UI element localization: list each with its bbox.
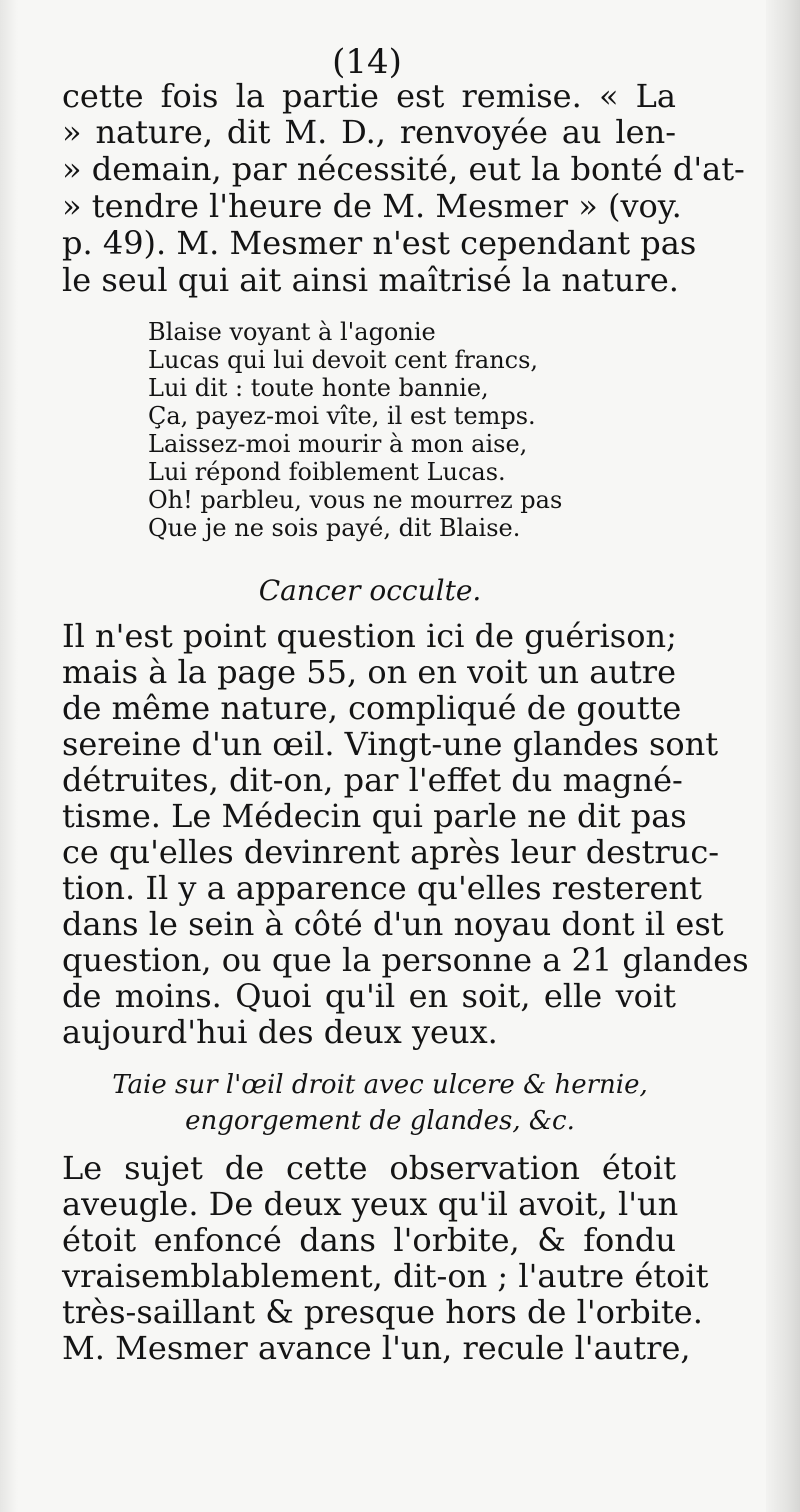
page-edge-shadow: [766, 0, 800, 1512]
text-line: tisme. Le Médecin qui parle ne dit pas: [62, 797, 687, 835]
text-line: détruites, dit-on, par l'effet du magné-: [62, 761, 683, 799]
verse-line: Oh! parbleu, vous ne mourrez pas: [148, 486, 563, 514]
section-heading: engorgement de glandes, &c.: [185, 1106, 575, 1136]
text-line: cette fois la partie est remise. « La: [62, 77, 676, 115]
text-line: sereine d'un œil. Vingt-une glandes sont: [62, 725, 719, 763]
text-line: » nature, dit M. D., renvoyée au len-: [62, 113, 676, 151]
verse-line: Lui dit : toute honte bannie,: [148, 374, 489, 402]
text-line: le seul qui ait ainsi maîtrisé la nature.: [62, 261, 679, 299]
verse-line: Lucas qui lui devoit cent francs,: [148, 346, 539, 374]
text-line: mais à la page 55, on en voit un autre: [62, 653, 676, 691]
text-line: p. 49). M. Mesmer n'est cependant pas: [62, 224, 697, 262]
text-line: » demain, par nécessité, eut la bonté d'at-: [62, 150, 745, 188]
verse-line: Blaise voyant à l'agonie: [148, 318, 436, 346]
text-line: tion. Il y a apparence qu'elles resterent: [62, 869, 702, 907]
text-line: » tendre l'heure de M. Mesmer » (voy.: [62, 187, 682, 225]
text-line: aveugle. De deux yeux qu'il avoit, l'un: [62, 1185, 679, 1223]
page-gutter-shadow: [0, 0, 18, 1512]
text-line: très-saillant & presque hors de l'orbite.: [62, 1293, 703, 1331]
text-line: de moins. Quoi qu'il en soit, elle voit: [62, 977, 676, 1015]
section-heading: Cancer occulte.: [258, 574, 482, 607]
text-line: ce qu'elles devinrent après leur destruc-: [62, 833, 720, 871]
text-line: étoit enfoncé dans l'orbite, & fondu: [62, 1221, 676, 1259]
text-line: aujourd'hui des deux yeux.: [62, 1013, 498, 1051]
text-line: Le sujet de cette observation étoit: [62, 1149, 676, 1187]
verse-line: Lui répond foiblement Lucas.: [148, 458, 506, 486]
text-line: Il n'est point question ici de guérison;: [62, 617, 677, 655]
text-line: vraisemblablement, dit-on ; l'autre étoit: [62, 1257, 709, 1295]
verse-line: Que je ne sois payé, dit Blaise.: [148, 514, 521, 542]
page-number: (14): [332, 42, 402, 82]
text-line: de même nature, compliqué de goutte: [62, 689, 682, 727]
verse-line: Ça, payez-moi vîte, il est temps.: [148, 402, 536, 430]
verse-line: Laissez-moi mourir à mon aise,: [148, 430, 528, 458]
text-line: M. Mesmer avance l'un, recule l'autre,: [62, 1329, 691, 1367]
text-line: question, ou que la personne a 21 glandes: [62, 941, 749, 979]
text-line: dans le sein à côté d'un noyau dont il est: [62, 905, 724, 943]
section-heading: Taie sur l'œil droit avec ulcere & hernie,: [112, 1070, 648, 1100]
